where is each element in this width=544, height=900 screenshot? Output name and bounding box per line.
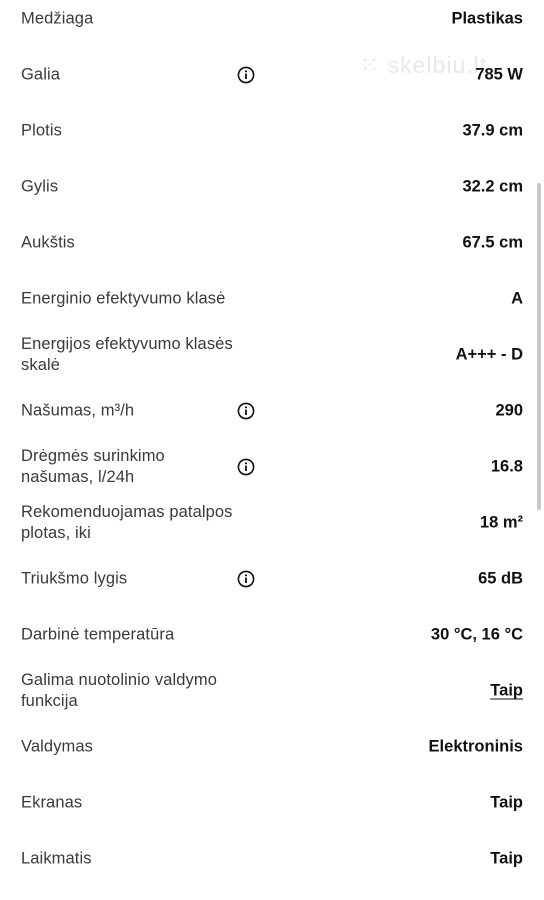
info-icon[interactable] xyxy=(237,458,255,476)
spec-row-medziaga xyxy=(0,0,544,47)
spec-value: Taip xyxy=(490,849,523,868)
spec-value: 18 m² xyxy=(479,513,523,532)
spec-row-energy-scale xyxy=(0,327,544,383)
spec-label: Ekranas xyxy=(21,793,83,812)
spec-row-galia xyxy=(0,47,544,103)
spec-label: Triukšmo lygis xyxy=(21,569,128,588)
spec-row-airflow xyxy=(0,383,544,439)
spec-value: A+++ - D xyxy=(455,345,523,364)
spec-value: Taip xyxy=(490,793,523,812)
spec-value: 785 W xyxy=(475,65,523,84)
spec-row-dehumidification xyxy=(0,439,544,495)
spec-row-aukstis xyxy=(0,215,544,271)
spec-label: Drėgmės surinkimo našumas, l/24h xyxy=(21,447,165,486)
spec-label: Gylis xyxy=(21,177,59,196)
spec-value: 32.2 cm xyxy=(462,177,523,196)
spec-row-timer xyxy=(0,831,544,887)
spec-label: Valdymas xyxy=(21,737,94,756)
spec-label: Darbinė temperatūra xyxy=(21,625,175,644)
spec-value: 67.5 cm xyxy=(462,233,523,252)
spec-label: Laikmatis xyxy=(21,849,92,868)
spec-value-link[interactable]: Taip xyxy=(490,681,523,700)
spec-row-display xyxy=(0,775,544,831)
spec-row-room-area xyxy=(0,495,544,551)
spec-label: Galima nuotolinio valdymo funkcija xyxy=(21,671,218,710)
skelbiu-watermark: ⁙ skelbiu.lt xyxy=(360,52,488,78)
spec-value: 65 dB xyxy=(478,569,523,588)
info-icon[interactable] xyxy=(237,570,255,588)
spec-label: Aukštis xyxy=(21,233,75,252)
spec-value: 30 °C, 16 °C xyxy=(430,625,523,644)
spec-value: 37.9 cm xyxy=(462,121,523,140)
spec-label: Medžiaga xyxy=(21,9,94,28)
spec-label: Energijos efektyvumo klasės skalė xyxy=(21,335,233,374)
spec-row-noise xyxy=(0,551,544,607)
spec-row-remote-control xyxy=(0,663,544,719)
spec-label: Rekomenduojamas patalpos plotas, iki xyxy=(21,503,233,542)
spec-row-control xyxy=(0,719,544,775)
spec-value: Elektroninis xyxy=(428,737,523,756)
spec-label: Našumas, m³/h xyxy=(21,401,135,420)
spec-row-temperature xyxy=(0,607,544,663)
spec-value: Plastikas xyxy=(451,9,523,28)
info-icon[interactable] xyxy=(237,402,255,420)
spec-label: Energinio efektyvumo klasė xyxy=(21,289,226,308)
spec-value: A xyxy=(511,289,523,308)
spec-value: 290 xyxy=(495,401,523,420)
spec-row-gylis xyxy=(0,159,544,215)
spec-row-energy-class xyxy=(0,271,544,327)
spec-label: Plotis xyxy=(21,121,62,140)
spec-row-plotis xyxy=(0,103,544,159)
scrollbar-thumb[interactable] xyxy=(537,183,541,510)
spec-label: Galia xyxy=(21,65,61,84)
info-icon[interactable] xyxy=(237,66,255,84)
spec-value: 16.8 xyxy=(490,457,523,476)
